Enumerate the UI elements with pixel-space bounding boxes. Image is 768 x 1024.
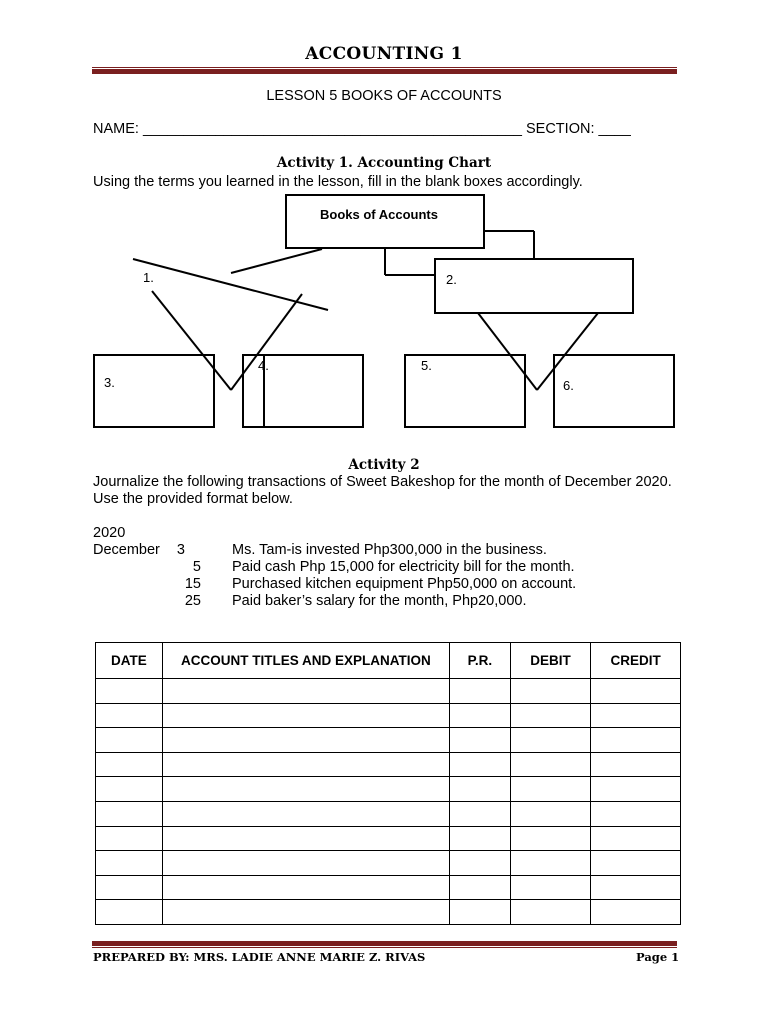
- pr-cell[interactable]: [450, 752, 511, 777]
- activity2-instruction: Journalize the following transactions of Sweet Bakeshop for the month of December 2020. Use the provided format below.: [93, 474, 672, 507]
- column-header-credit: CREDIT: [591, 643, 681, 679]
- date-cell[interactable]: [96, 728, 163, 753]
- chart-root-label: Books of Accounts: [320, 207, 438, 222]
- date-cell[interactable]: [96, 703, 163, 728]
- date-cell[interactable]: [96, 777, 163, 802]
- chart-label-5: 5.: [421, 358, 432, 373]
- credit-cell[interactable]: [591, 752, 681, 777]
- date-cell[interactable]: [96, 826, 163, 851]
- debit-cell[interactable]: [510, 752, 591, 777]
- credit-cell[interactable]: [591, 777, 681, 802]
- chart-label-4: 4.: [258, 358, 269, 373]
- debit-cell[interactable]: [510, 801, 591, 826]
- column-header-debit: DEBIT: [510, 643, 591, 679]
- credit-cell[interactable]: [591, 728, 681, 753]
- transaction-day: 3: [176, 542, 185, 558]
- journal-entry-row: [96, 875, 681, 900]
- journal-entry-row: [96, 826, 681, 851]
- journal-entry-row: [96, 752, 681, 777]
- account-titles-cell[interactable]: [162, 900, 449, 925]
- date-cell[interactable]: [96, 801, 163, 826]
- transaction-description: Paid baker’s salary for the month, Php20,000.: [232, 593, 527, 609]
- name-section-line: NAME: _______________________________________________ SECTION: ____: [93, 121, 631, 137]
- activity1-instruction: Using the terms you learned in the lesson, fill in the blank boxes accordingly.: [93, 174, 583, 190]
- activity2-title: Activity 2: [348, 457, 420, 473]
- account-titles-cell[interactable]: [162, 826, 449, 851]
- chart-label-1: 1.: [143, 270, 154, 285]
- account-titles-cell[interactable]: [162, 801, 449, 826]
- transaction-day: 5: [192, 559, 201, 575]
- account-titles-cell[interactable]: [162, 752, 449, 777]
- debit-cell[interactable]: [510, 679, 591, 704]
- credit-cell[interactable]: [591, 900, 681, 925]
- pr-cell[interactable]: [450, 728, 511, 753]
- transaction-description: Paid cash Php 15,000 for electricity bill for the month.: [232, 559, 575, 575]
- chart-label-6: 6.: [563, 378, 574, 393]
- transaction-description: Ms. Tam-is invested Php300,000 in the business.: [232, 542, 547, 558]
- date-cell[interactable]: [96, 900, 163, 925]
- debit-cell[interactable]: [510, 875, 591, 900]
- pr-cell[interactable]: [450, 777, 511, 802]
- journal-body: [96, 679, 681, 925]
- pr-cell[interactable]: [450, 875, 511, 900]
- account-titles-cell[interactable]: [162, 679, 449, 704]
- document-title: ACCOUNTING 1: [305, 44, 463, 64]
- date-cell[interactable]: [96, 875, 163, 900]
- debit-cell[interactable]: [510, 900, 591, 925]
- pr-cell[interactable]: [450, 826, 511, 851]
- debit-cell[interactable]: [510, 703, 591, 728]
- chart-box-2: [435, 259, 633, 313]
- column-header-pr: P.R.: [450, 643, 511, 679]
- activity1-title: Activity 1. Accounting Chart: [276, 155, 492, 171]
- footer-rule-thick: [92, 941, 677, 946]
- account-titles-cell[interactable]: [162, 875, 449, 900]
- journal-header-row: [96, 643, 681, 679]
- journal-entry-row: [96, 801, 681, 826]
- date-cell[interactable]: [96, 752, 163, 777]
- journal-entry-row: [96, 777, 681, 802]
- pr-cell[interactable]: [450, 703, 511, 728]
- transaction-day: 25: [184, 593, 201, 609]
- debit-cell[interactable]: [510, 728, 591, 753]
- column-header-date: DATE: [96, 643, 163, 679]
- credit-cell[interactable]: [591, 826, 681, 851]
- lesson-title: LESSON 5 BOOKS OF ACCOUNTS: [266, 88, 502, 104]
- transaction-description: Purchased kitchen equipment Php50,000 on account.: [232, 576, 577, 592]
- pr-cell[interactable]: [450, 801, 511, 826]
- transaction-day: 15: [184, 576, 201, 592]
- pr-cell[interactable]: [450, 851, 511, 876]
- credit-cell[interactable]: [591, 851, 681, 876]
- date-cell[interactable]: [96, 679, 163, 704]
- journal-entry-row: [96, 703, 681, 728]
- credit-cell[interactable]: [591, 801, 681, 826]
- credit-cell[interactable]: [591, 679, 681, 704]
- chart-label-2: 2.: [446, 272, 457, 287]
- debit-cell[interactable]: [510, 851, 591, 876]
- debit-cell[interactable]: [510, 826, 591, 851]
- journal-table: [95, 642, 681, 925]
- debit-cell[interactable]: [510, 777, 591, 802]
- pr-cell[interactable]: [450, 900, 511, 925]
- pr-cell[interactable]: [450, 679, 511, 704]
- account-titles-cell[interactable]: [162, 777, 449, 802]
- journal-entry-row: [96, 728, 681, 753]
- account-titles-cell[interactable]: [162, 851, 449, 876]
- journal-entry-row: [96, 900, 681, 925]
- journal-entry-row: [96, 679, 681, 704]
- credit-cell[interactable]: [591, 703, 681, 728]
- footer-rule-thin: [92, 947, 677, 948]
- column-header-account-titles: ACCOUNT TITLES AND EXPLANATION: [162, 643, 449, 679]
- transactions-year: 2020: [93, 525, 126, 541]
- chart-label-3: 3.: [104, 375, 115, 390]
- journal-entry-row: [96, 851, 681, 876]
- account-titles-cell[interactable]: [162, 728, 449, 753]
- transactions-month: December: [93, 542, 160, 558]
- date-cell[interactable]: [96, 851, 163, 876]
- account-titles-cell[interactable]: [162, 703, 449, 728]
- prepared-by: PREPARED BY: MRS. LADIE ANNE MARIE Z. RIVAS: [93, 950, 426, 964]
- page-number: Page 1: [636, 950, 680, 964]
- credit-cell[interactable]: [591, 875, 681, 900]
- chart-box-3: [94, 355, 214, 427]
